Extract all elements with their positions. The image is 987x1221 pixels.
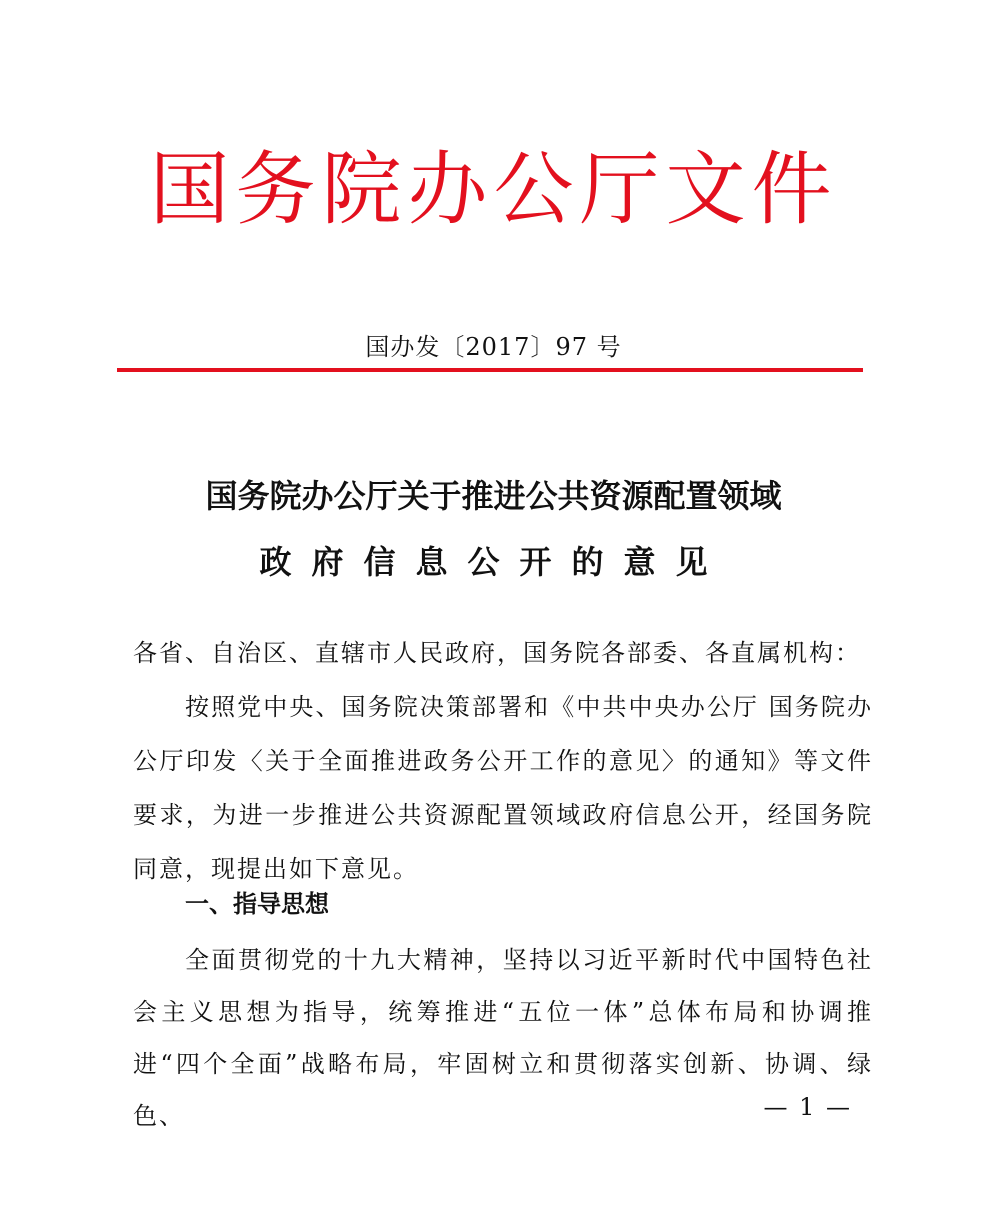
page-number: — 1 — <box>763 1093 852 1121</box>
section-body-paragraph: 全面贯彻党的十九大精神，坚持以习近平新时代中国特色社会主义思想为指导，统筹推进“五位一体”总体布局和协调推进“四个全面”战略布局，牢固树立和贯彻落实创新、协调、绿色、 <box>133 946 873 1130</box>
red-divider-line <box>117 368 863 372</box>
salutation: 各省、自治区、直辖市人民政府，国务院各部委、各直属机构： <box>133 639 861 667</box>
intro-paragraph: 按照党中央、国务院决策部署和《中共中央办公厅 国务院办公厅印发〈关于全面推进政务公开工作的意见〉的通知》等文件要求，为进一步推进公共资源配置领域政府信息公开，经国务院同意，现提出如下意见。 <box>133 693 873 883</box>
section-heading-guiding-ideology: 一、指导思想 <box>185 890 329 918</box>
document-number: 国办发〔2017〕97 号 <box>365 333 622 361</box>
document-title-line-1: 国务院办公厅关于推进公共资源配置领域 <box>205 477 782 515</box>
masthead-title: 国务院办公厅文件 <box>149 143 838 236</box>
document-title-line-2: 政府信息公开的意见 <box>259 543 728 581</box>
